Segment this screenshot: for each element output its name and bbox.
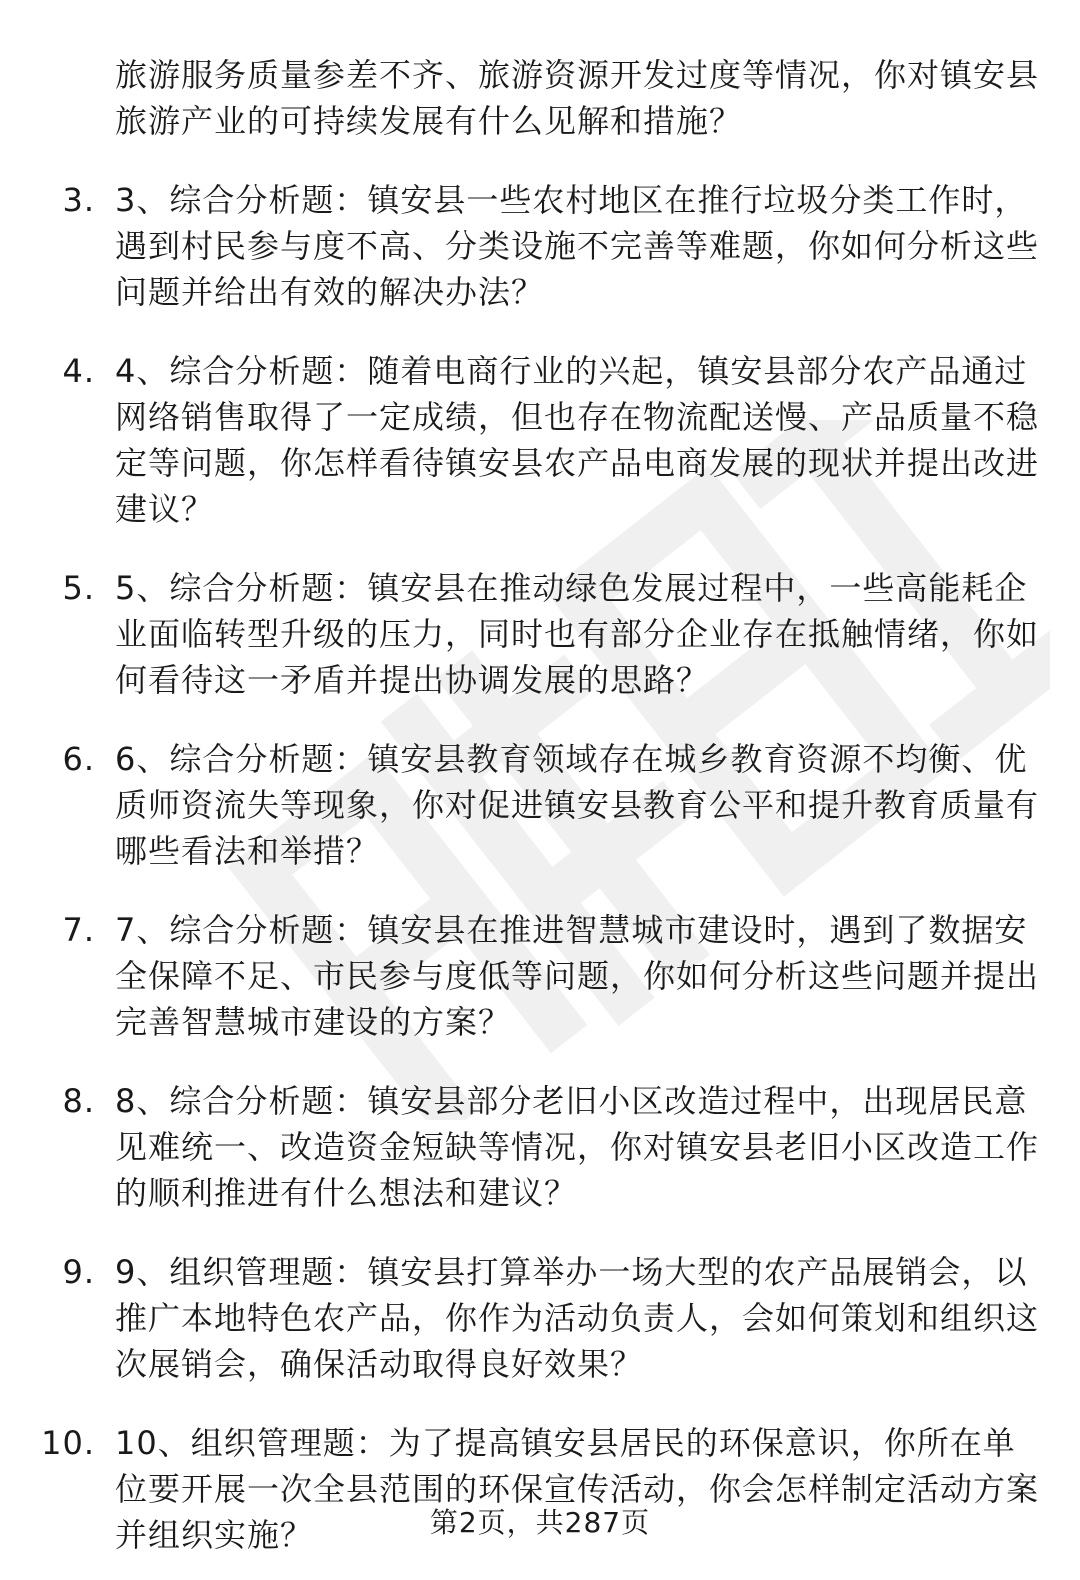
previous-question-continuation: 旅游服务质量参差不齐、旅游资源开发过度等情况，你对镇安县旅游产业的可持续发展有什么见解和措施？ xyxy=(115,56,1040,140)
question-item xyxy=(0,177,1045,315)
question-number: 10. xyxy=(41,1424,95,1462)
question-item xyxy=(0,565,1045,703)
question-item xyxy=(0,736,1045,874)
question-item xyxy=(0,1249,1045,1387)
question-list xyxy=(0,177,1080,1558)
question-text: 9、组织管理题：镇安县打算举办一场大型的农产品展销会，以推广本地特色农产品，你作为活动负责人，会如何策划和组织这次展销会，确保活动取得良好效果？ xyxy=(115,1253,1040,1383)
question-number: 3. xyxy=(62,181,95,219)
question-item xyxy=(0,348,1045,532)
question-text: 10、组织管理题：为了提高镇安县居民的环保意识，你所在单位要开展一次全县范围的环保宣传活动，你会怎样制定活动方案并组织实施？ xyxy=(115,1424,1040,1554)
page-footer xyxy=(0,1503,1080,1543)
question-text: 6、综合分析题：镇安县教育领域存在城乡教育资源不均衡、优质师资流失等现象，你对促进镇安县教育公平和提升教育质量有哪些看法和举措？ xyxy=(115,740,1040,870)
document-body xyxy=(0,52,1080,1558)
question-text: 3、综合分析题：镇安县一些农村地区在推行垃圾分类工作时，遇到村民参与度不高、分类设施不完善等难题，你如何分析这些问题并给出有效的解决办法？ xyxy=(115,181,1040,311)
question-text: 5、综合分析题：镇安县在推动绿色发展过程中，一些高能耗企业面临转型升级的压力，同时也有部分企业存在抵触情绪，你如何看待这一矛盾并提出协调发展的思路？ xyxy=(115,569,1040,699)
question-number: 4. xyxy=(62,352,95,390)
question-text: 7、综合分析题：镇安县在推进智慧城市建设时，遇到了数据安全保障不足、市民参与度低等问题，你如何分析这些问题并提出完善智慧城市建设的方案？ xyxy=(115,911,1040,1041)
question-number: 8. xyxy=(62,1082,95,1120)
question-text: 8、综合分析题：镇安县部分老旧小区改造过程中，出现居民意见难统一、改造资金短缺等情况，你对镇安县老旧小区改造工作的顺利推进有什么想法和建议？ xyxy=(115,1082,1040,1212)
question-number: 6. xyxy=(62,740,95,778)
question-item xyxy=(0,1078,1045,1216)
question-number: 5. xyxy=(62,569,95,607)
question-item xyxy=(0,907,1045,1045)
page-indicator: 第2页，共287页 xyxy=(429,1506,651,1539)
question-text: 4、综合分析题：随着电商行业的兴起，镇安县部分农产品通过网络销售取得了一定成绩，但也存在物流配送慢、产品质量不稳定等问题，你怎样看待镇安县农产品电商发展的现状并提出改进建议？ xyxy=(115,352,1040,528)
question-number: 7. xyxy=(62,911,95,949)
question-number: 9. xyxy=(62,1253,95,1291)
